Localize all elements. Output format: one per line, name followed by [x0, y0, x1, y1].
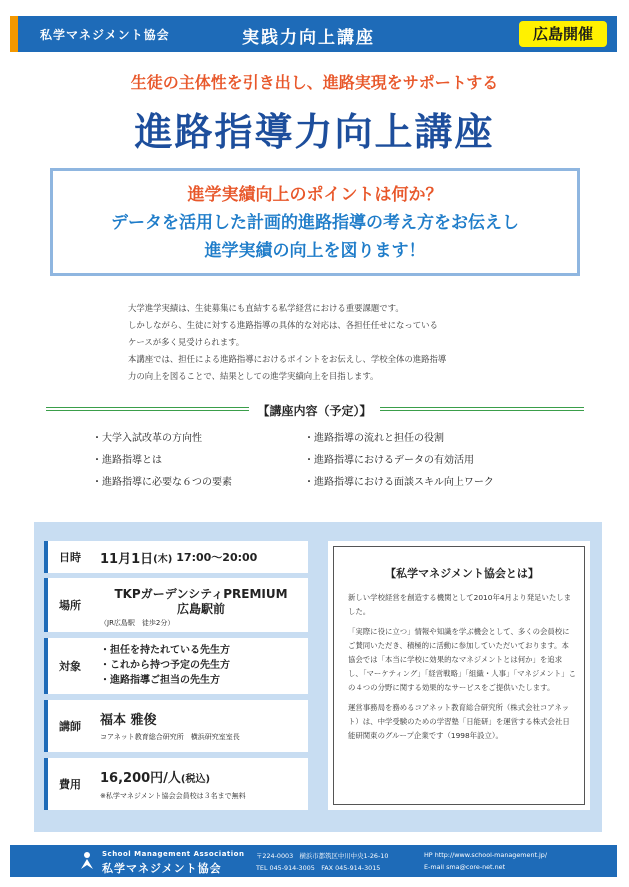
contents-column-left [92, 428, 232, 494]
detail-row-fee [44, 758, 308, 810]
target-item: ・進路指導ご担当の先生方 [100, 675, 220, 686]
description-line: しかしながら、生徒に対する進路指導の具体的な対応は、各担任任せになっている [128, 320, 438, 330]
lead-box [50, 168, 580, 276]
about-paragraph: 新しい学校経営を創造する機関として2010年4月より発足いたしました。 [348, 593, 572, 616]
fee-tax: (税込) [180, 774, 211, 785]
list-item: ・進路指導の流れと担任の役割 [304, 433, 444, 444]
header-org-name: 私学マネジメント協会 [40, 28, 170, 42]
list-item: ・進路指導に必要な６つの要素 [92, 477, 232, 488]
about-frame [333, 546, 585, 805]
page-title: 進路指導力向上講座 [134, 109, 495, 154]
detail-value [100, 758, 302, 810]
footer-org-en: School Management Association [102, 850, 245, 858]
venue-name: TKPガーデンシティPREMIUM [114, 587, 288, 601]
detail-row-venue [44, 578, 308, 632]
header-bar [10, 16, 617, 52]
venue-name-2: 広島駅前 [176, 602, 225, 616]
description-line: 本講座では、担任による進路指導におけるポイントをお伝えし、学校全体の進路指導 [128, 354, 447, 364]
header-accent [10, 16, 18, 52]
detail-label: 日時 [44, 541, 92, 573]
venue-badge: 広島開催 [519, 21, 607, 47]
about-paragraph: 運営事務局を務めるコアネット教育総合研究所（株式会社コアネット）は、中学受験のための学習塾「日能研」を運営する株式会社日能研関東のグループ企業です（1998年設立）。 [348, 703, 570, 740]
detail-label: 対象 [44, 638, 92, 694]
event-date: 11月1日 [100, 551, 154, 567]
list-item: ・大学入試改革の方向性 [92, 433, 202, 444]
lead-line-2: データを活用した計画的進路指導の考え方をお伝えし [111, 213, 519, 233]
description-line: 大学進学実績は、生徒募集にも直結する私学経営における重要課題です。 [128, 303, 404, 313]
fee-note: ※私学マネジメント協会会員校は３名まで無料 [100, 792, 246, 800]
about-heading: 【私学マネジメント協会とは】 [385, 567, 539, 580]
detail-value [100, 700, 302, 752]
hero-subtitle: 生徒の主体性を引き出し、進路実現をサポートする [130, 73, 499, 92]
target-item: ・これから持つ予定の先生方 [100, 660, 230, 671]
contents-heading: 【講座内容（予定）】 [249, 402, 379, 419]
lecturer-name: 福本 雅俊 [100, 713, 157, 728]
footer-website[interactable]: HP http://www.school-management.jp/ [424, 851, 548, 859]
list-item: ・進路指導における面談スキル向上ワーク [304, 477, 494, 488]
footer-bar [10, 845, 617, 877]
detail-row-date [44, 541, 308, 573]
about-box [328, 541, 590, 810]
footer-email[interactable]: E-mail sma@core-net.net [424, 863, 506, 871]
footer-address: 〒224-0003 横浜市都筑区中川中央1-26-10 [256, 852, 389, 860]
detail-label: 場所 [44, 578, 92, 632]
list-item: ・進路指導とは [92, 455, 162, 466]
list-item: ・進路指導におけるデータの有効活用 [304, 455, 474, 466]
about-paragraph: 「実際に役に立つ」情報や知識を学ぶ機会として、多くの会員校にご賛同いただき、積極的に活動に参加していただいております。本協会では「本当に学校に効果的なマネジメントとは何か」を追求し、「マーケティング」「経営戦略」「組織・人事」「マネジメント」この４つの分野に関する効果的なサービスをご提供いたします。 [348, 627, 576, 692]
lead-line-1: 進学実績向上のポイントは何か？ [187, 185, 443, 205]
event-weekday: (木) [153, 553, 173, 565]
contents-column-right [304, 428, 494, 494]
detail-value [100, 638, 302, 694]
contents-heading-wrap [0, 400, 629, 419]
target-item: ・担任を持たれている先生方 [100, 645, 230, 656]
fee-amount-wrap [100, 767, 210, 786]
footer-tel: TEL 045-914-3005 FAX 045-914-3015 [256, 864, 381, 872]
footer-org-jp: 私学マネジメント協会 [102, 862, 222, 875]
detail-label: 講師 [44, 700, 92, 752]
event-time: 17:00～20:00 [176, 551, 258, 564]
association-logo-icon [78, 851, 96, 871]
lecturer-affiliation: コアネット教育総合研究所 横浜研究室室長 [100, 733, 240, 741]
detail-value [100, 541, 302, 573]
fee-amount: 16,200円/人 [100, 771, 181, 786]
description-line: ケースが多く見受けられます。 [128, 337, 245, 347]
description-line: 力の向上を図ることで、結果としての進学実績向上を目指します。 [128, 371, 379, 381]
description [128, 300, 528, 385]
detail-value [100, 578, 302, 632]
venue-access-note: （JR広島駅 徒歩2分） [100, 619, 175, 627]
detail-row-lecturer [44, 700, 308, 752]
lead-line-3: 進学実績の向上を図ります！ [204, 241, 426, 261]
detail-label: 費用 [44, 758, 92, 810]
detail-row-target [44, 638, 308, 694]
header-course-name: 実践力向上講座 [242, 28, 375, 48]
